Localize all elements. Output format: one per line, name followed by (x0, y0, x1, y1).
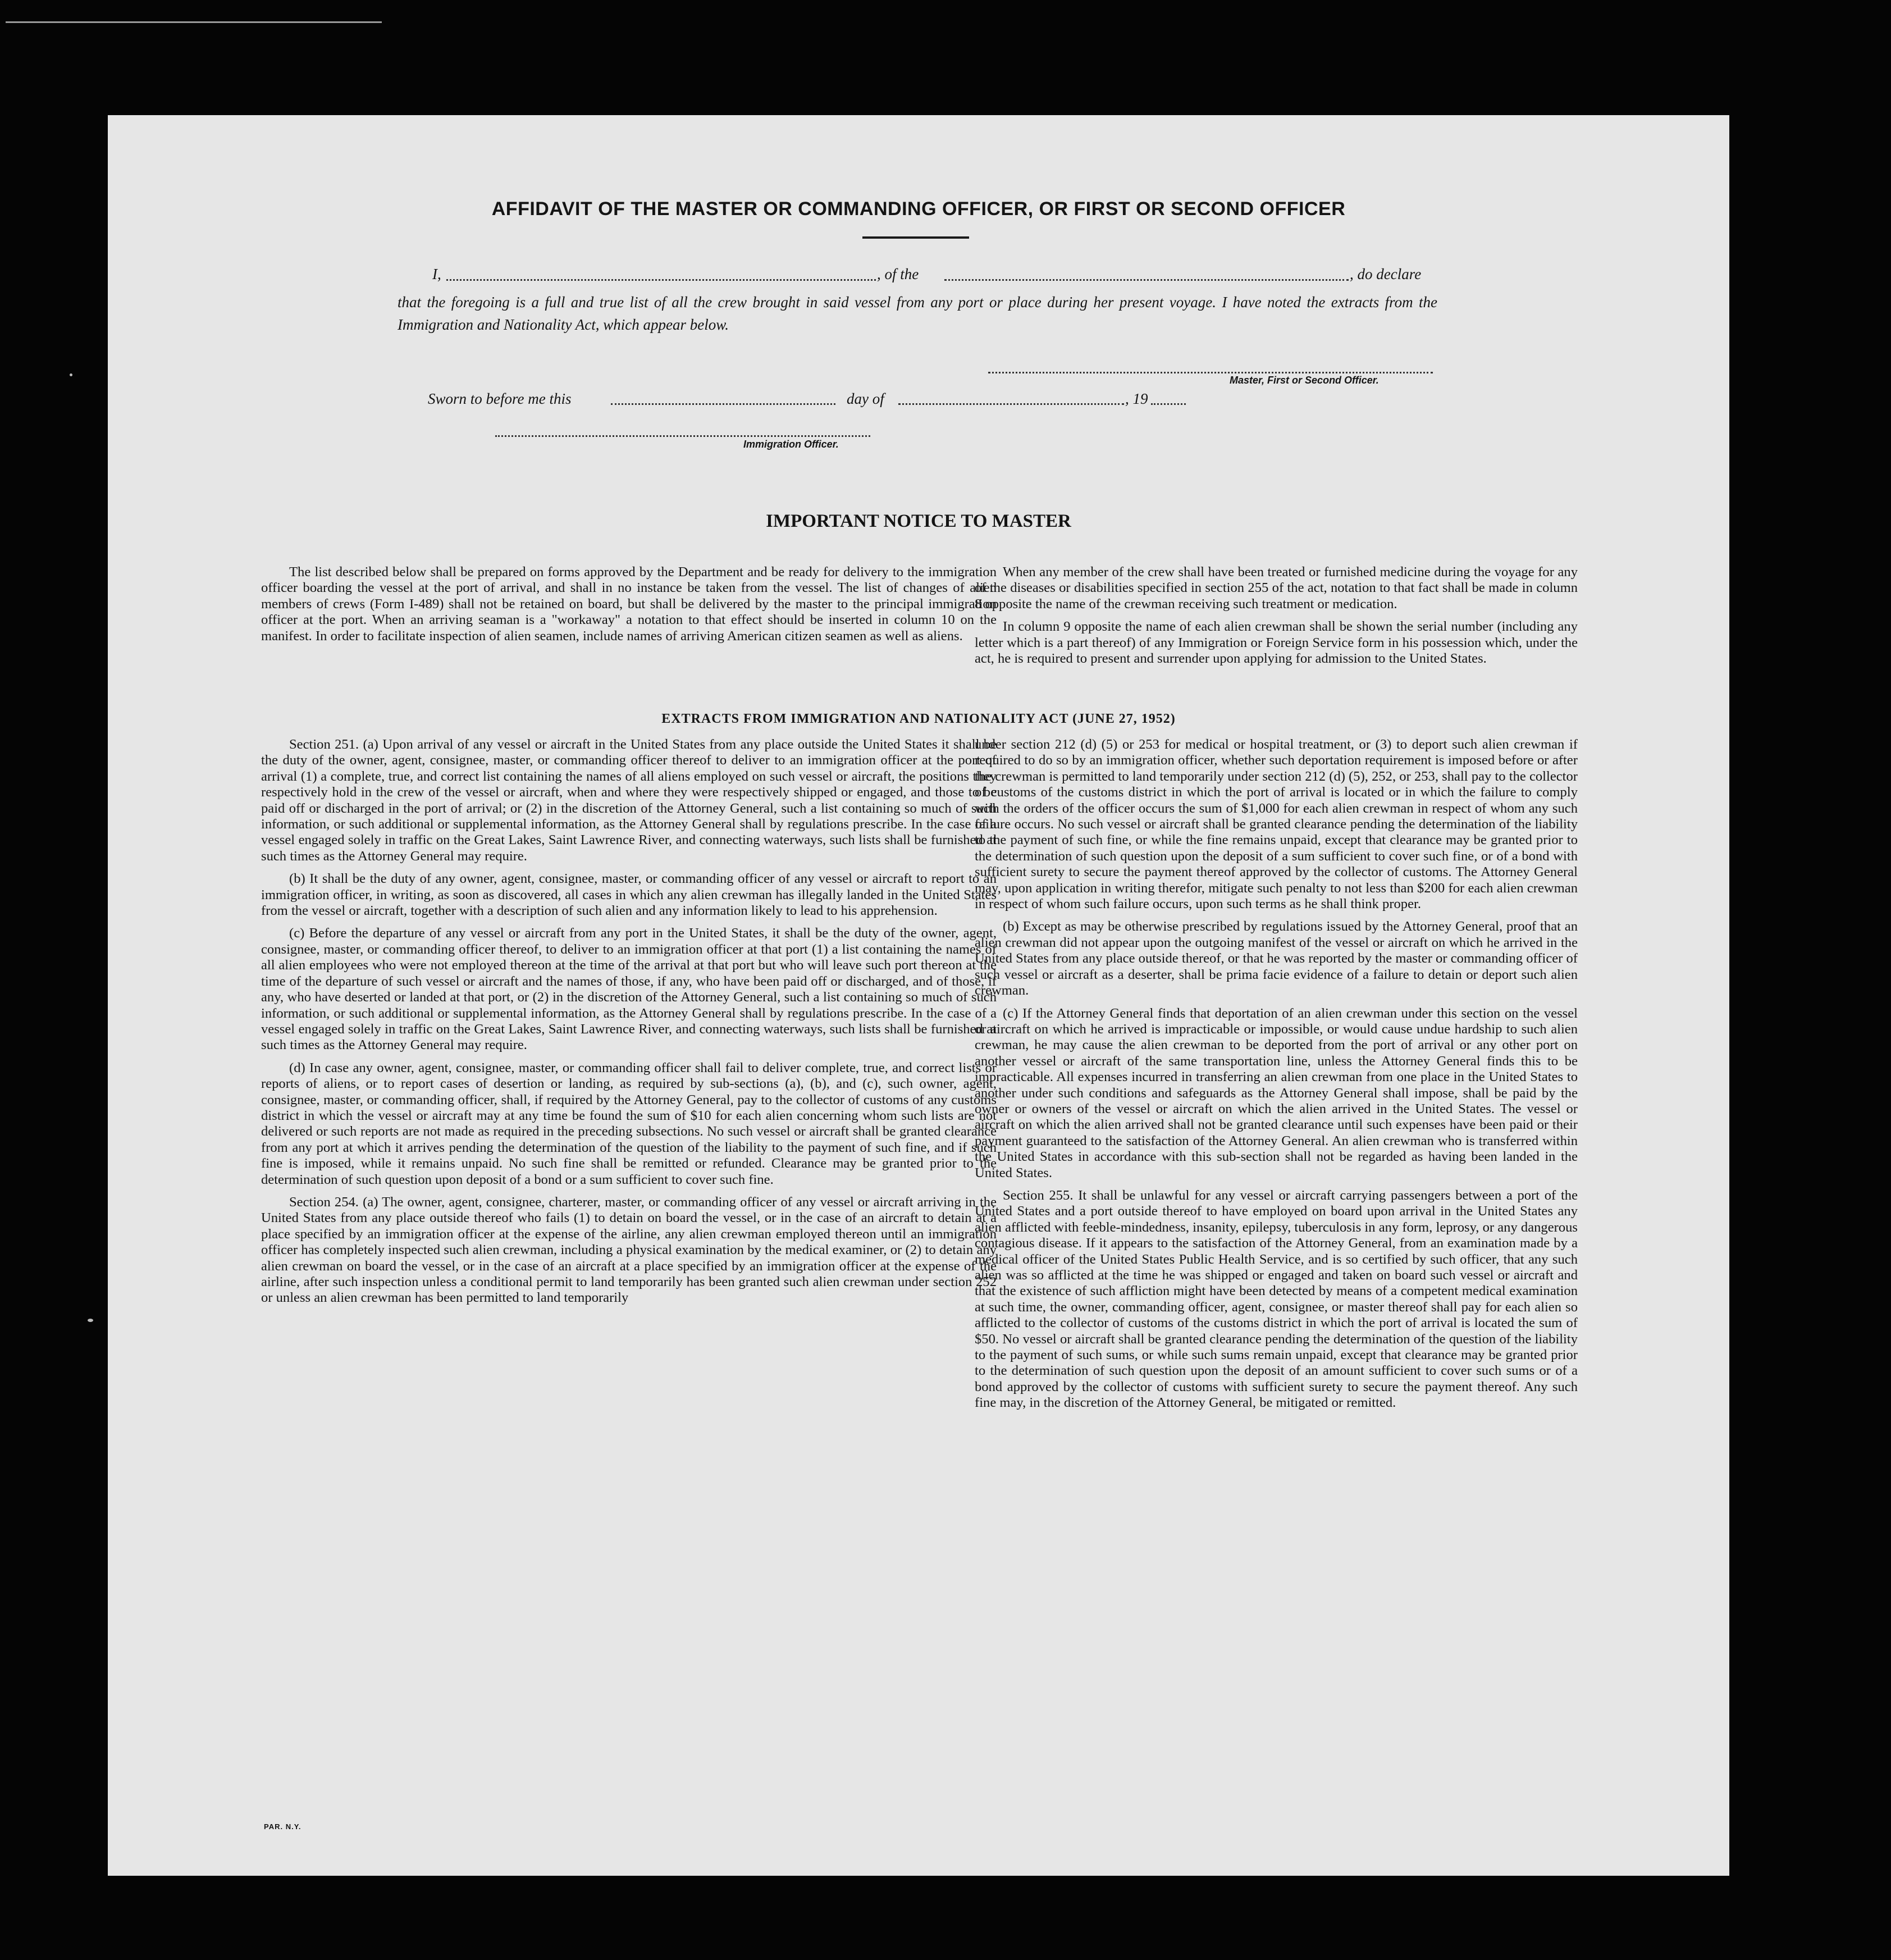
dust-speck (88, 1319, 93, 1322)
sworn-month-field[interactable] (898, 403, 1124, 405)
section-251-a: Section 251. (a) Upon arrival of any vessel or aircraft in the United States from any place outside the United States it shall be the duty of the owner, agent, consignee, master, or commanding officer thereof to deliver to an immigration officer at the port of arrival (1) a complete, true, and correct list containing the names of all aliens employed on such vessel or aircraft, the positions they respectively hold in the crew of the vessel or aircraft, when and where they were respectively shipped or engaged, and those to be paid off or discharged in the port of arrival; or (2) in the discretion of the Attorney General, such a list containing so much of such information, or such additional or supplemental information, as the Attorney General shall by regulations prescribe. In the case of a vessel engaged solely in traffic on the Great Lakes, Saint Lawrence River, and connecting waterways, such lists shall be furnished at such times as the Attorney General may require. (261, 737, 997, 864)
sworn-day-field[interactable] (611, 403, 835, 405)
declaration-i-label: I, (432, 266, 441, 282)
section-251-c: (c) Before the departure of any vessel or aircraft from any port in the United States, it shall be the duty of the owner, agent, consignee, master, or commanding officer thereof, to deliver to an immigration officer at that port (1) a list containing the names of all alien employees who were not employed thereon at the time of the arrival at that port but who will leave such port thereon at the time of the departure of such vessel or aircraft and the names of those, if any, who have been paid off or discharged, and of those, if any, who have deserted or landed at that port, or (2) in the discretion of the Attorney General, such a list containing so much of such information, or such additional or supplemental information, as the Attorney General shall by regulations prescribe. In the case of a vessel engaged solely in traffic on the Great Lakes, Saint Lawrence River, and connecting waterways, such lists shall be furnished at such times as the Attorney General may require. (261, 926, 997, 1053)
extracts-left-column (261, 737, 997, 1306)
notice-right-column (975, 564, 1578, 667)
notice-left-column (261, 564, 997, 644)
affidavit-title: AFFIDAVIT OF THE MASTER OR COMMANDING OFFICER, OR FIRST OR SECOND OFFICER (491, 198, 1346, 220)
declaration-text: that the foregoing is a full and true list of all the crew brought in said vessel from any port or place during her present voyage. I have noted the extracts from the Immigration and Nationality Act, which appear below. (398, 294, 1437, 333)
section-254-c: (c) If the Attorney General finds that deportation of an alien crewman under this section on the vessel or aircraft on which he arrived is impracticable or impossible, or would cause undue hardship to such alien crewman, he may cause the alien crewman to be deported from the port of arrival or any other port on another vessel or aircraft of the same transportation line, unless the Attorney General finds this to be impracticable. All expenses incurred in transferring an alien crewman from one place in the United States to another under such conditions and safeguards as the Attorney General shall impose, shall be paid by the owner or owners of the vessel or aircraft on which the alien arrived in the United States. The vessel or aircraft on which the alien arrived shall not be granted clearance until such expenses have been paid or their payment guaranteed to the satisfaction of the Attorney General. An alien crewman who is transferred within the United States in accordance with this sub-section shall not be regarded as having been landed in the United States. (975, 1005, 1578, 1180)
declaration-do-declare-label: , do declare (1350, 266, 1422, 282)
title-rule (862, 236, 969, 239)
printer-code: PAR. N.Y. (264, 1822, 302, 1831)
declaration-of-the-label: , of the (877, 266, 919, 282)
vessel-name-field[interactable] (944, 279, 1349, 281)
immigration-officer-caption: Immigration Officer. (743, 439, 839, 450)
year-prefix-label: , 19 (1125, 390, 1148, 407)
day-of-label: day of (847, 390, 884, 407)
section-254-a: Section 254. (a) The owner, agent, consignee, charterer, master, or commanding officer of any vessel or aircraft arriving in the United States from any place outside thereof who fails (1) to detain on board the vessel, or in the case of an aircraft to detain at a place specified by an immigration officer at the expense of the airline, any alien crewman employed thereon until an immigration officer has completely inspected such alien crewman, including a physical examination by the medical examiner, or (2) to detain any alien crewman on board the vessel, or in the case of an aircraft at a place specified by an immigration officer at the expense of the airline, after such inspection unless a conditional permit to land temporarily has been granted such alien crewman under section 252 or unless an alien crewman has been permitted to land temporarily (261, 1194, 997, 1306)
notice-paragraph: The list described below shall be prepared on forms approved by the Department and be ready for delivery to the immigration officer boarding the vessel at the port of arrival, and shall in no instance be taken from the vessel. The list of changes of alien members of crews (Form I-489) shall not be retained on board, but shall be delivered by the master to the principal immigration officer at the port. When an arriving seaman is a "workaway" a notation to that effect should be inserted in column 10 on the manifest. In order to facilitate inspection of alien seamen, include names of arriving American citizen seamen as well as aliens. (261, 564, 997, 644)
section-251-d: (d) In case any owner, agent, consignee, master, or commanding officer shall fail to deliver complete, true, and correct lists or reports of aliens, or to report cases of desertion or landing, as required by sub-sections (a), (b), and (c), such owner, agent, consignee, master, or commanding officer, shall, if required by the Attorney General, pay to the collector of customs of any customs district in which the vessel or aircraft may at any time be found the sum of $10 for each alien concerning whom such lists are not delivered or such reports are not made as required in the preceding subsections. No such vessel or aircraft shall be granted clearance from any port at which it arrives pending the determination of the question of the liability to the payment of such fine, and if such fine is imposed, while it remains unpaid. No such fine shall be remitted or refunded. Clearance may be granted prior to the determination of such question upon deposit of a bond or a sum sufficient to cover such fine. (261, 1060, 997, 1187)
section-254-b: (b) Except as may be otherwise prescribed by regulations issued by the Attorney General, proof that an alien crewman did not appear upon the outgoing manifest of the vessel or aircraft on which he arrived in the United States from any place outside thereof, or that he was reported by the master or commanding officer of such vessel or aircraft as a deserter, shall be prima facie evidence of a failure to detain or deport such alien crewman. (975, 919, 1578, 999)
section-254-a-continued: under section 212 (d) (5) or 253 for medical or hospital treatment, or (3) to deport such alien crewman if required to do so by an immigration officer, whether such deportation requirement is imposed before or after the crewman is permitted to land temporarily under section 212 (d) (5), 252, or 253, shall pay to the collector of customs of the customs district in which the port of arrival is located or in which the failure to comply with the orders of the officer occurs the sum of $1,000 for each alien crewman in respect of whom any such failure occurs. No such vessel or aircraft shall be granted clearance pending the determination of the liability to the payment of such fine, or while the fine remains unpaid, except that clearance may be granted prior to the determination of such question upon the deposit of a sum sufficient to cover such fine, or of a bond with sufficient surety to secure the payment thereof approved by the collector of customs. The Attorney General may, upon application in writing therefor, mitigate such penalty to not less than $200 for each alien crewman in respect of whom such failure occurs, upon such terms as he shall think proper. (975, 737, 1578, 912)
notice-paragraph: When any member of the crew shall have been treated or furnished medicine during the voyage for any of the diseases or disabilities specified in section 255 of the act, notation to that fact shall be made in column 8 opposite the name of the crewman receiving such treatment or medication. (975, 564, 1578, 612)
name-field[interactable] (446, 279, 876, 281)
extracts-title: EXTRACTS FROM IMMIGRATION AND NATIONALITY ACT (JUNE 27, 1952) (661, 712, 1176, 726)
section-255: Section 255. It shall be unlawful for any vessel or aircraft carrying passengers between a port of the United States and a port outside thereof to have employed on board upon arrival in the United States any alien afflicted with feeble-mindedness, insanity, epilepsy, tuberculosis in any form, leprosy, or any dangerous contagious disease. If it appears to the satisfaction of the Attorney General, from an examination made by a medical officer of the United States Public Health Service, and is so certified by such officer, that any such alien was so afflicted at the time he was shipped or engaged and taken on board such vessel or aircraft and that the existence of such affliction might have been detected by means of a competent medical examination at such time, the owner, commanding officer, agent, consignee, or master thereof shall pay for each alien so afflicted to the collector of customs of the customs district in which the port of arrival is located the sum of $50. No vessel or aircraft shall be granted clearance pending the determination of the question of the liability to the payment of such sums, or while such sums remain unpaid, except that clearance may be granted prior to the determination of such question upon the deposit of an amount sufficient to cover such sums or of a bond approved by the collector of customs with sufficient surety to secure the payment thereof. Any such fine may, in the discretion of the Attorney General, be mitigated or remitted. (975, 1187, 1578, 1411)
sworn-label: Sworn to before me this (428, 390, 572, 407)
form-sheet (108, 115, 1729, 1876)
sworn-year-field[interactable] (1151, 403, 1186, 405)
master-signature-line[interactable] (988, 372, 1433, 373)
dust-speck (70, 373, 72, 376)
immigration-officer-signature-line[interactable] (495, 435, 870, 437)
section-251-b: (b) It shall be the duty of any owner, agent, consignee, master, or commanding officer of any vessel or aircraft to report to an immigration officer, in writing, as soon as discovered, all cases in which any alien crewman has illegally landed in the United States from the vessel or aircraft, together with a description of such alien and any information likely to lead to his apprehension. (261, 871, 997, 919)
notice-title: IMPORTANT NOTICE TO MASTER (766, 511, 1071, 531)
scanner-edge-mark (6, 21, 382, 23)
master-signature-caption: Master, First or Second Officer. (1230, 375, 1379, 386)
extracts-right-column (975, 737, 1578, 1411)
notice-paragraph: In column 9 opposite the name of each alien crewman shall be shown the serial number (including any letter which is a part thereof) of any Immigration or Foreign Service form in his possession which, under the act, he is required to present and surrender upon applying for admission to the United States. (975, 619, 1578, 667)
